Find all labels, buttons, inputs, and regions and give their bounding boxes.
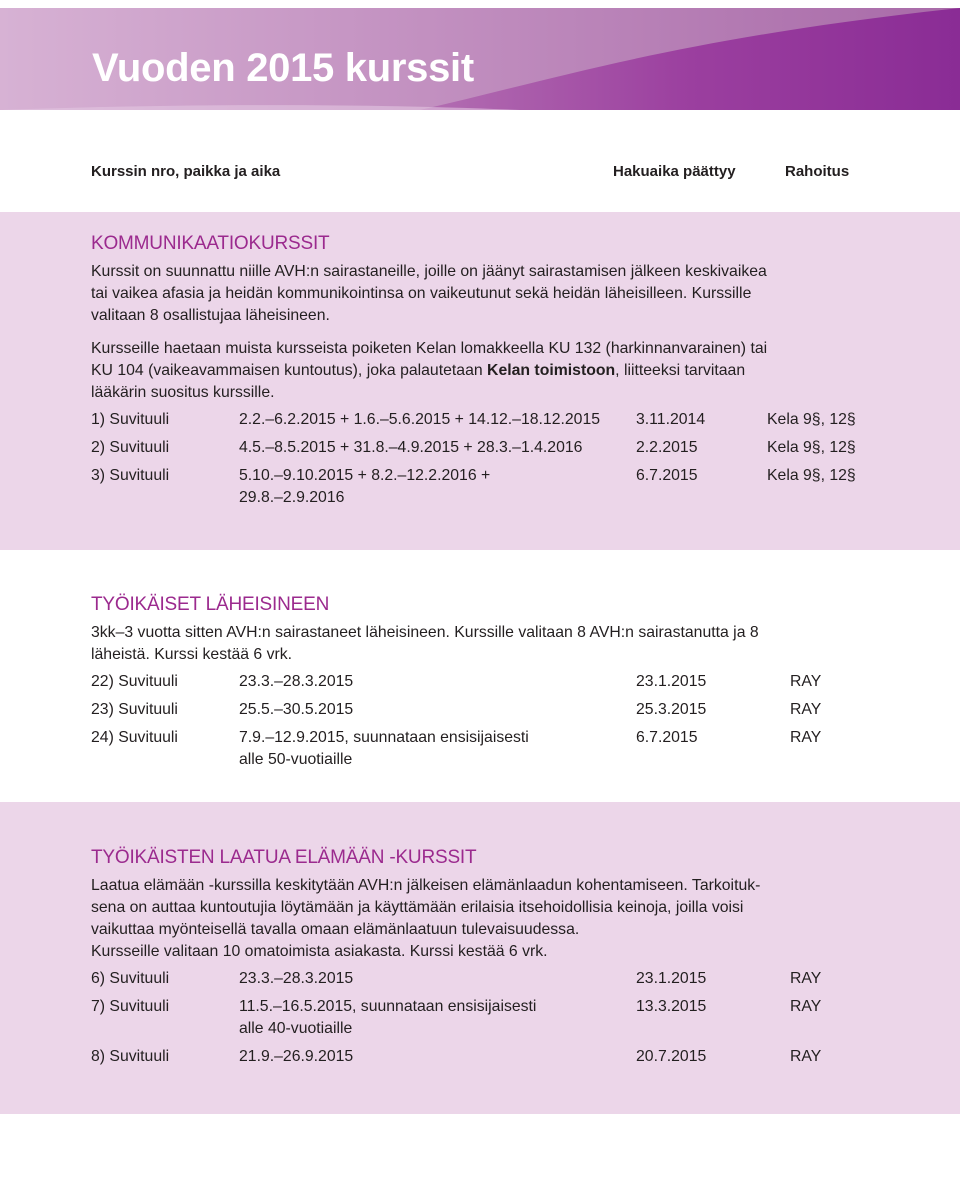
application-instructions: Kursseille haetaan muista kursseista poiketen Kelan lomakkeella KU 132 (harkinnanvarainen) tai KU 104 (vaikeavammaisen kuntoutus), joka palautetaan Kelan toimistoon, liitteeksi tarvitaan lääkärin suositus kurssille. [91,340,768,401]
course-deadline: 13.3.2015 [636,998,707,1015]
course-row [91,1046,871,1074]
course-dates: 23.3.–28.3.2015 [239,673,354,690]
course-funding: Kela 9§, 12§ [767,439,856,456]
course-deadline: 6.7.2015 [636,729,698,746]
course-funding: RAY [790,998,822,1015]
course-row [91,671,871,699]
course-funding: RAY [790,673,822,690]
section-description: Laatua elämään -kurssilla keskitytään AVH:n jälkeisen elämänlaadun kohentamiseen. Tarkoituk- sena on auttaa kuntoutujia löytämään ja käyttämään erilaisia itsehoidollisia keinoja, joilla voisi vaikuttaa myönteisellä tavalla omaan elämänlaatuun tulevaisuudessa. Kursseille valitaan 10 omatoimista asiakasta. Kurssi kestää 6 vrk. [91,877,761,960]
course-row [91,699,871,727]
course-funding: RAY [790,970,822,987]
course-name: 2) Suvituuli [91,439,170,456]
course-dates: 25.5.–30.5.2015 [239,701,354,718]
section-title: KOMMUNIKAATIOKURSSIT [91,233,330,254]
course-dates: 4.5.–8.5.2015 + 31.8.–4.9.2015 + 28.3.–1.4.2016 [239,439,583,456]
course-row [91,727,871,771]
column-header-funding: Rahoitus [785,163,850,180]
course-row [91,968,871,996]
course-name: 8) Suvituuli [91,1048,170,1065]
course-dates: 23.3.–28.3.2015 [239,970,354,987]
course-name: 23) Suvituuli [91,701,178,718]
column-header-deadline: Hakuaika päättyy [613,163,736,180]
course-funding: RAY [790,1048,822,1065]
section-title: TYÖIKÄISET LÄHEISINEEN [91,594,330,615]
course-dates: 2.2.–6.2.2015 + 1.6.–5.6.2015 + 14.12.–18.12.2015 [239,411,601,428]
section-description: 3kk–3 vuotta sitten AVH:n sairastaneet läheisineen. Kurssille valitaan 8 AVH:n sairastanutta ja 8 läheistä. Kurssi kestää 6 vrk. [91,624,759,663]
course-dates: 21.9.–26.9.2015 [239,1048,354,1065]
course-name: 6) Suvituuli [91,970,170,987]
course-deadline: 20.7.2015 [636,1048,707,1065]
section-quality-of-life-courses [91,845,871,1074]
course-funding: Kela 9§, 12§ [767,411,856,428]
kela-office-emphasis: Kelan toimistoon [487,362,616,379]
section-working-age-with-relatives [91,592,871,771]
course-funding: RAY [790,729,822,746]
column-header-course: Kurssin nro, paikka ja aika [91,163,281,180]
page-title: Vuoden 2015 kurssit [92,46,474,90]
course-funding: Kela 9§, 12§ [767,467,856,484]
section-communication-courses [91,231,871,509]
course-name: 22) Suvituuli [91,673,178,690]
course-row [91,409,871,437]
course-deadline: 23.1.2015 [636,970,707,987]
course-deadline: 2.2.2015 [636,439,698,456]
course-name: 3) Suvituuli [91,467,170,484]
course-name: 7) Suvituuli [91,998,170,1015]
course-deadline: 23.1.2015 [636,673,707,690]
course-row [91,437,871,465]
course-dates: 7.9.–12.9.2015, suunnataan ensisijaisesti alle 50-vuotiaille [239,729,529,768]
course-dates: 11.5.–16.5.2015, suunnataan ensisijaisesti alle 40-vuotiaille [239,998,537,1037]
course-deadline: 6.7.2015 [636,467,698,484]
header-banner [0,8,960,110]
course-dates: 5.10.–9.10.2015 + 8.2.–12.2.2016 + 29.8.–2.9.2016 [239,467,491,506]
section-description: Kurssit on suunnattu niille AVH:n sairastaneille, joille on jäänyt sairastamisen jälkeen keskivaikea tai vaikea afasia ja heidän kommunikointinsa on vaikeutunut sekä heidän läheisilleen. Kurssille valitaan 8 osallistujaa läheisineen. [91,263,767,324]
course-name: 24) Suvituuli [91,729,178,746]
course-deadline: 3.11.2014 [636,411,706,428]
course-deadline: 25.3.2015 [636,701,707,718]
course-name: 1) Suvituuli [91,411,170,428]
course-row [91,996,871,1046]
course-funding: RAY [790,701,822,718]
course-row [91,465,871,509]
section-title: TYÖIKÄISTEN LAATUA ELÄMÄÄN -KURSSIT [91,847,477,868]
